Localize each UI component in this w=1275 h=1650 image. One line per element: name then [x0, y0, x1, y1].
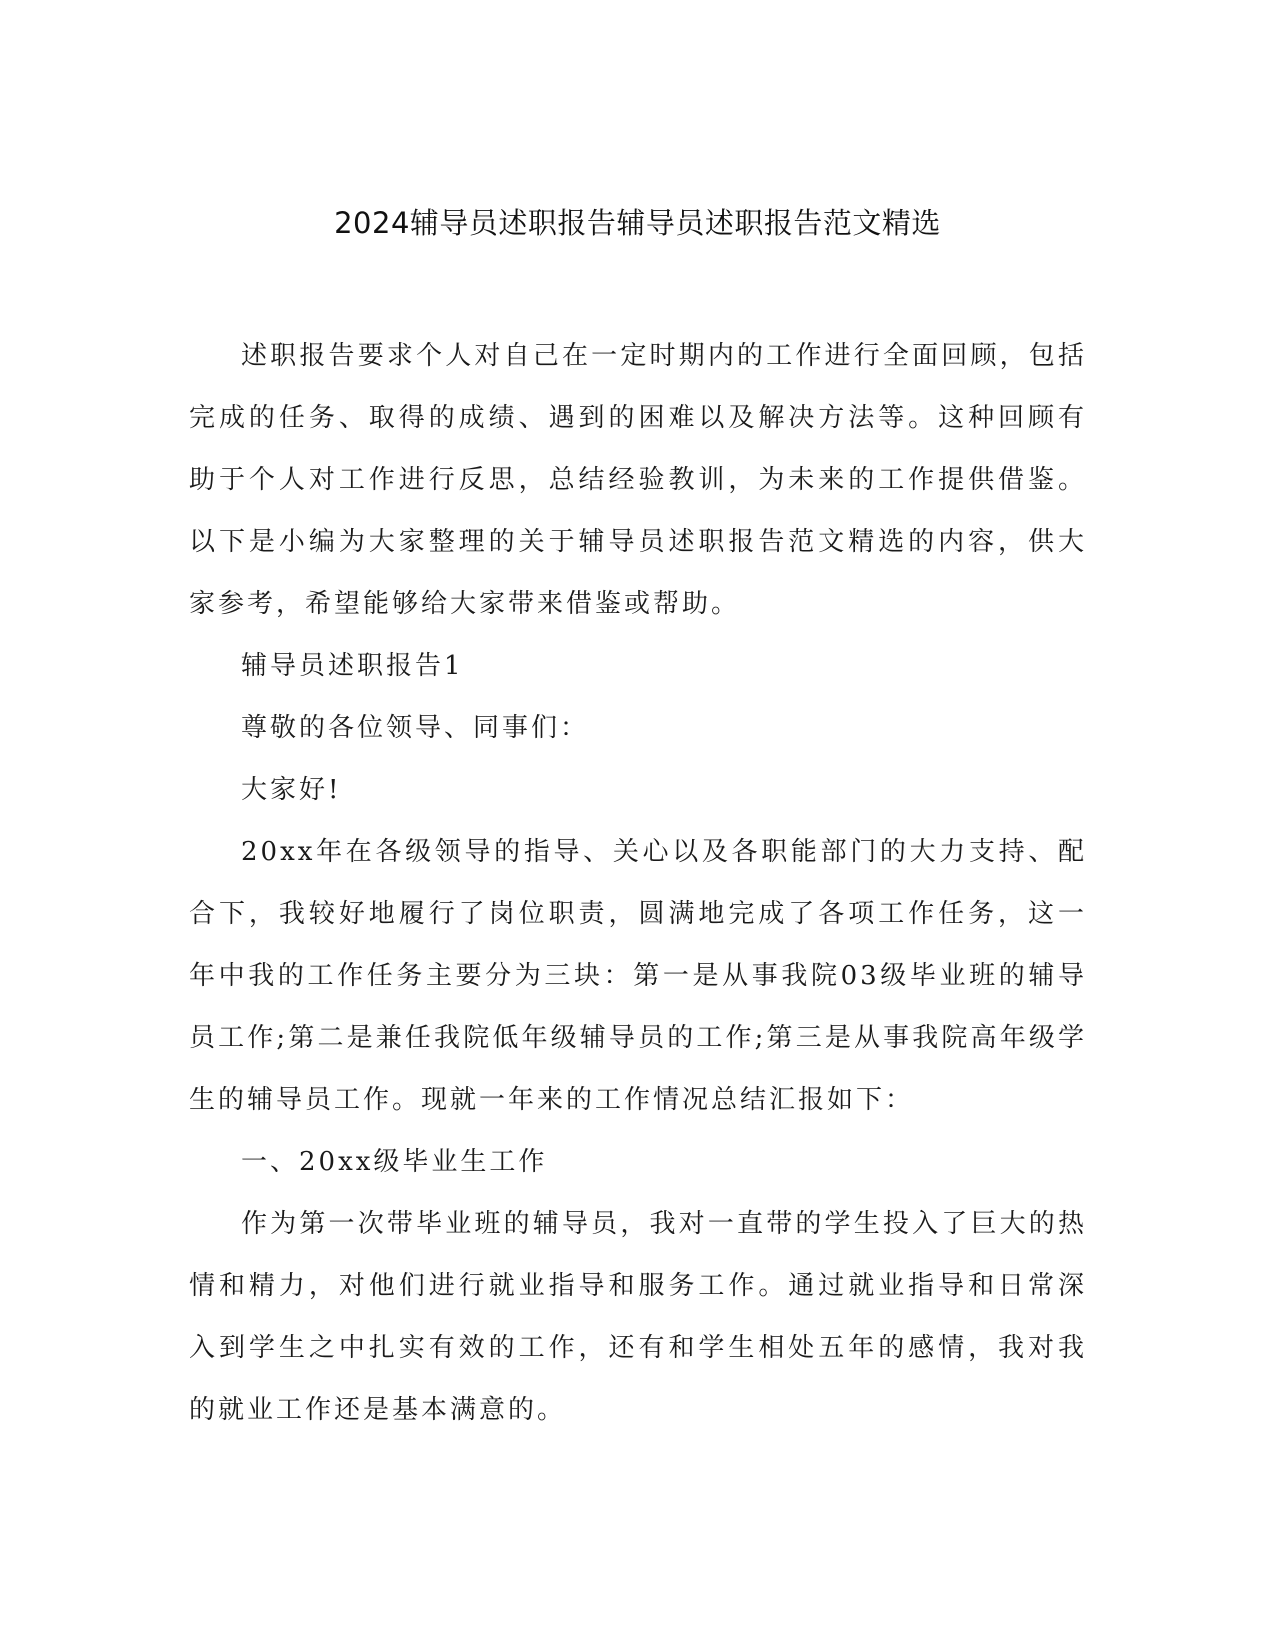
greeting: 大家好! — [241, 775, 342, 805]
document-title: 2024辅导员述职报告辅导员述职报告范文精选 — [334, 206, 941, 240]
graduates-paragraph: 作为第一次带毕业班的辅导员，我对一直带的学生投入了巨大的热情和精力，对他们进行就业指导和服务工作。通过就业指导和日常深入到学生之中扎实有效的工作，还有和学生相处五年的感情，我对我的就业工作还是基本满意的。 — [189, 1209, 1087, 1425]
intro-paragraph: 述职报告要求个人对自己在一定时期内的工作进行全面回顾，包括完成的任务、取得的成绩、遇到的困难以及解决方法等。这种回顾有助于个人对工作进行反思，总结经验教训，为未来的工作提供借鉴。以下是小编为大家整理的关于辅导员述职报告范文精选的内容，供大家参考，希望能够给大家带来借鉴或帮助。 — [189, 341, 1087, 619]
salutation: 尊敬的各位领导、同事们： — [241, 713, 590, 743]
overview-paragraph: 20xx年在各级领导的指导、关心以及各职能部门的大力支持、配合下，我较好地履行了岗位职责，圆满地完成了各项工作任务，这一年中我的工作任务主要分为三块：第一是从事我院03级毕业班的辅导员工作;第二是兼任我院低年级辅导员的工作;第三是从事我院高年级学生的辅导员工作。现就一年来的工作情况总结汇报如下： — [189, 837, 1087, 1115]
section-heading-report-1: 辅导员述职报告1 — [241, 651, 464, 681]
document-body — [189, 325, 1087, 1441]
section-heading-graduates: 一、20xx级毕业生工作 — [241, 1147, 548, 1177]
